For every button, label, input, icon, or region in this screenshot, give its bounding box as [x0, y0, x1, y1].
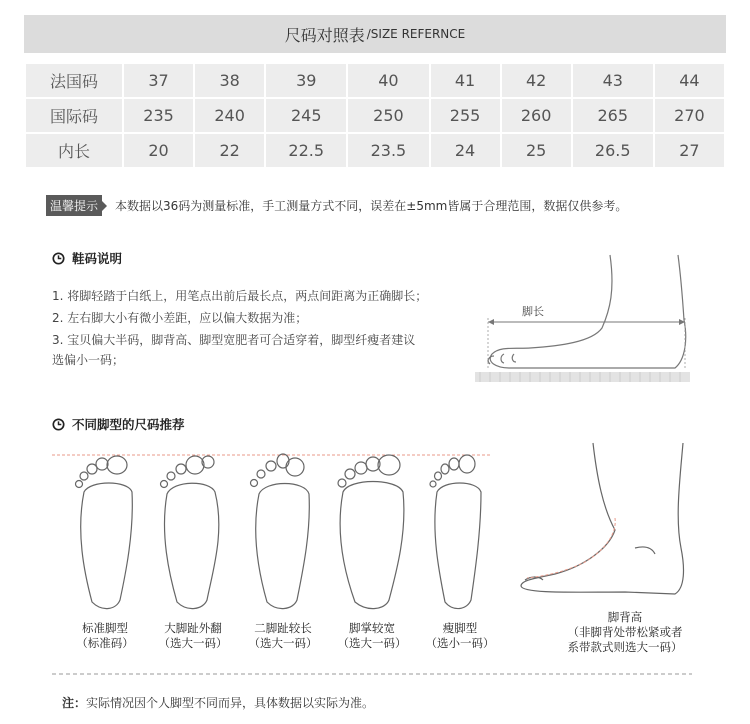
- foot-type-name: 二脚趾较长: [254, 621, 312, 635]
- table-cell: 26.5: [572, 133, 654, 168]
- table-cell: 235: [123, 98, 194, 133]
- size-table: [24, 62, 726, 169]
- foot-wide-drawing: [333, 452, 413, 612]
- tip-line: [46, 195, 627, 216]
- table-cell: 37: [123, 63, 194, 98]
- foot-type-long-second-toe: [238, 621, 328, 651]
- page-title: 尺码对照表: [284, 25, 365, 45]
- table-cell: 265: [572, 98, 654, 133]
- foot-type-rec: （选大一码）: [158, 636, 228, 650]
- table-cell: 245: [265, 98, 347, 133]
- instep-note-1: （非脚背处带松紧或者: [567, 625, 683, 639]
- foot-type-rec: （选大一码）: [337, 636, 407, 650]
- table-cell: 40: [347, 63, 429, 98]
- table-cell: 43: [572, 63, 654, 98]
- foot-slim-drawing: [423, 452, 493, 612]
- table-cell: 41: [430, 63, 501, 98]
- table-cell: 250: [347, 98, 429, 133]
- tip-arrow-icon: [102, 201, 107, 211]
- row-header: 法国码: [25, 63, 123, 98]
- clock-icon: [52, 252, 65, 265]
- foot-type-rec: （标准码）: [76, 636, 134, 650]
- section-heading-shoe-size: [52, 249, 122, 267]
- divider: [52, 672, 692, 676]
- row-header: 内长: [25, 133, 123, 168]
- foot-type-rec: （选大一码）: [248, 636, 318, 650]
- foot-type-standard: [60, 621, 150, 651]
- table-cell: 23.5: [347, 133, 429, 168]
- foot-type-wide: [327, 621, 417, 651]
- table-cell: 42: [501, 63, 572, 98]
- table-row: [25, 98, 725, 133]
- instruction-2: 2. 左右脚大小有微小差距，应以偏大数据为准；: [52, 311, 308, 325]
- table-row: [25, 63, 725, 98]
- table-cell: 27: [654, 133, 725, 168]
- instep-height-drawing: [515, 438, 705, 608]
- foot-type-name: 脚掌较宽: [349, 621, 395, 635]
- foot-type-name: 标准脚型: [82, 621, 128, 635]
- section-title: 鞋码说明: [72, 251, 123, 266]
- table-cell: 270: [654, 98, 725, 133]
- instruction-3: 3. 宝贝偏大半码，脚背高、脚型宽肥者可合适穿着，脚型纤瘦者建议: [52, 333, 416, 347]
- foot-type-name: 大脚趾外翻: [164, 621, 222, 635]
- table-cell: 38: [194, 63, 265, 98]
- tip-text: 本数据以36码为测量标准，手工测量方式不同，误差在±5mm皆属于合理范围，数据仅供参考。: [115, 199, 628, 213]
- instruction-3-cont: 选偏小一码；: [52, 353, 125, 367]
- tip-badge: 温馨提示: [46, 195, 102, 216]
- table-cell: 24: [430, 133, 501, 168]
- foot-length-diagram: [470, 250, 700, 390]
- foot-type-rec: （选小一码）: [425, 636, 495, 650]
- table-cell: 20: [123, 133, 194, 168]
- instruction-1: 1. 将脚轻踏于白纸上，用笔点出前后最长点，两点间距离为正确脚长；: [52, 289, 428, 303]
- table-row: [25, 133, 725, 168]
- table-cell: 240: [194, 98, 265, 133]
- section-heading-foot-types: [52, 415, 185, 433]
- foot-length-label: 脚长: [522, 305, 544, 318]
- section-title: 不同脚型的尺码推荐: [72, 417, 185, 432]
- foot-bunion-drawing: [155, 452, 230, 612]
- clock-icon: [52, 418, 65, 431]
- note-label: 注：: [62, 696, 87, 710]
- table-cell: 255: [430, 98, 501, 133]
- footer-note: [62, 694, 374, 711]
- foot-type-name: 瘦脚型: [442, 621, 478, 635]
- row-header: 国际码: [25, 98, 123, 133]
- table-cell: 25: [501, 133, 572, 168]
- title-bar: [24, 15, 726, 53]
- instep-note-2: 系带款式则选大一码）: [567, 640, 683, 654]
- page-subtitle: /SIZE REFERNCE: [366, 27, 466, 41]
- foot-type-bunion: [148, 621, 238, 651]
- instep-title: 脚背高: [607, 610, 643, 624]
- table-cell: 260: [501, 98, 572, 133]
- foot-long-second-toe-drawing: [245, 452, 320, 612]
- table-cell: 22.5: [265, 133, 347, 168]
- foot-standard-drawing: [70, 452, 140, 612]
- instep-label: [545, 610, 705, 655]
- table-cell: 22: [194, 133, 265, 168]
- foot-type-slim: [415, 621, 505, 651]
- note-text: 实际情况因个人脚型不同而异，具体数据以实际为准。: [86, 696, 375, 710]
- table-cell: 44: [654, 63, 725, 98]
- table-cell: 39: [265, 63, 347, 98]
